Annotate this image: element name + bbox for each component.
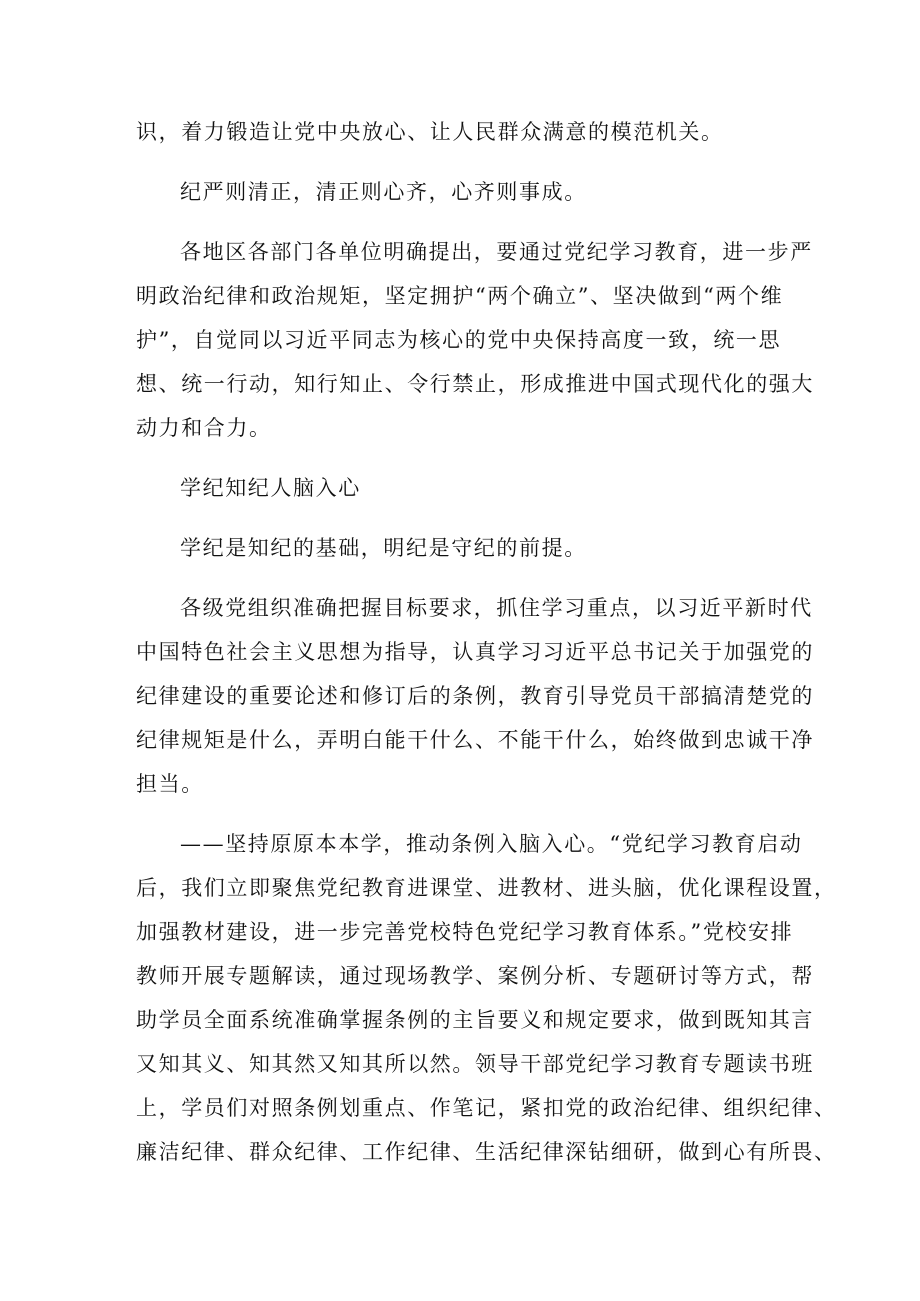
text-line: 明政治纪律和政治规矩，坚定拥护“两个确立”、坚决做到“两个维 xyxy=(136,284,784,308)
section-heading: 学纪知纪人脑入心 xyxy=(180,476,361,500)
text-line: 各地区各部门各单位明确提出，要通过党纪学习教育，进一步严 xyxy=(180,240,813,264)
text-line: 纪严则清正，清正则心齐，心齐则事成。 xyxy=(180,180,587,204)
text-line: 各级党组织准确把握目标要求，抓住学习重点，以习近平新时代 xyxy=(180,596,813,620)
text-line: 廉洁纪律、群众纪律、工作纪律、生活纪律深钻细研，做到心有所畏、 xyxy=(136,1140,837,1164)
text-line: 又知其义、知其然又知其所以然。领导干部党纪学习教育专题读书班 xyxy=(136,1052,814,1076)
text-line: 学纪是知纪的基础，明纪是守纪的前提。 xyxy=(180,536,587,560)
text-line: 纪律建设的重要论述和修订后的条例，教育引导党员干部搞清楚党的 xyxy=(136,684,814,708)
text-line: 动力和合力。 xyxy=(136,416,272,440)
text-line: 助学员全面系统准确掌握条例的主旨要义和规定要求，做到既知其言 xyxy=(136,1008,814,1032)
text-line: 上，学员们对照条例划重点、作笔记，紧扣党的政治纪律、组织纪律、 xyxy=(136,1096,837,1120)
text-line: 想、统一行动，知行知止、令行禁止，形成推进中国式现代化的强大 xyxy=(136,372,814,396)
text-line: 教师开展专题解读，通过现场教学、案例分析、专题研讨等方式，帮 xyxy=(136,964,814,988)
text-line: ——坚持原原本本学，推动条例入脑入心。“党纪学习教育启动 xyxy=(180,832,803,856)
text-line: 纪律规矩是什么，弄明白能干什么、不能干什么，始终做到忠诚干净 xyxy=(136,728,814,752)
text-line: 担当。 xyxy=(136,772,204,796)
text-line: 中国特色社会主义思想为指导，认真学习习近平总书记关于加强党的 xyxy=(136,640,814,664)
text-line: 加强教材建设，进一步完善党校特色党纪学习教育体系。”党校安排 xyxy=(136,920,794,944)
text-line: 护”，自觉同以习近平同志为核心的党中央保持高度一致，统一思 xyxy=(136,328,782,352)
text-line: 后，我们立即聚焦党纪教育进课堂、进教材、进头脑，优化课程设置， xyxy=(136,876,837,900)
text-line: 识，着力锻造让党中央放心、让人民群众满意的模范机关。 xyxy=(136,120,724,144)
